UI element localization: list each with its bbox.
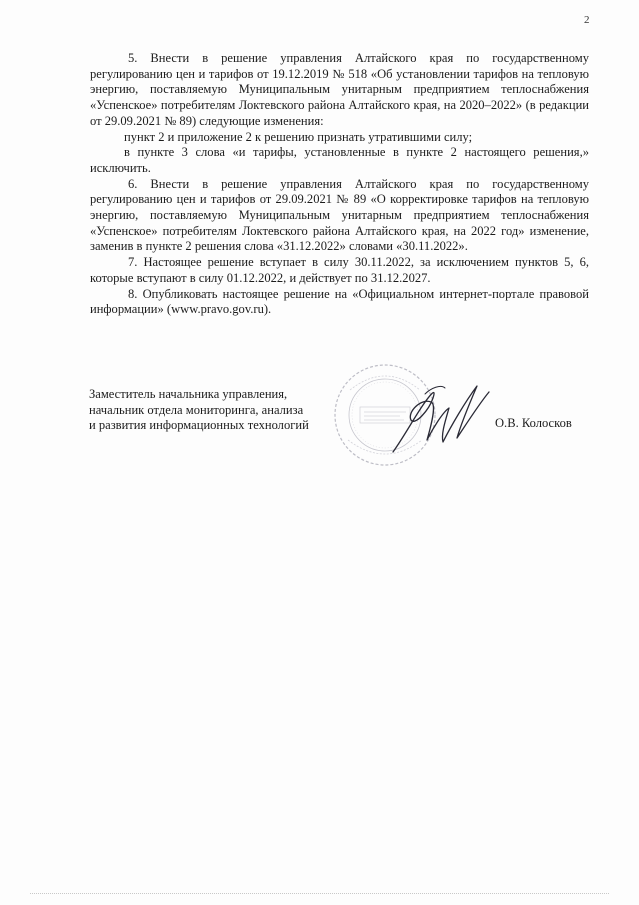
page-number: 2: [584, 14, 590, 26]
handwritten-signature-icon: [385, 368, 495, 458]
paragraph-item-5: 5. Внести в решение управления Алтайского края по государственному регулированию цен и тарифов от 19.12.2019 № 518 «Об установлении тарифов на тепловую энергию, поставляемую Муниципальным унитарным предприятием теплоснабжения «Успенское» потребителям Локтевского района Алтайского края, на 2020–2022» (в редакции от 29.09.2021 № 89) следующие изменения:: [90, 51, 589, 128]
signatory-position-line: начальник отдела мониторинга, анализа: [89, 402, 304, 417]
signatory-position: [89, 387, 309, 434]
paragraph-item-6: 6. Внести в решение управления Алтайского края по государственному регулированию цен и тарифов от 29.09.2021 № 89 «О корректировке тарифов на тепловую энергию, поставляемую Муниципальным унитарным предприятием теплоснабжения «Успенское» потребителям Локтевского района Алтайского края, на 2022 год» изменение, заменив в пункте 2 решения слова «31.12.2022» словами «30.11.2022».: [90, 176, 589, 254]
paragraph-subitem-2: в пункте 3 слова «и тарифы, установленные в пункте 2 настоящего решения,» исключить.: [90, 145, 589, 175]
signatory-name: О.В. Колосков: [495, 416, 572, 430]
paragraph-subitem-1: пункт 2 и приложение 2 к решению признать утратившими силу;: [124, 129, 473, 144]
signatory-position-line: Заместитель начальника управления,: [89, 387, 288, 401]
paragraph-item-7: 7. Настоящее решение вступает в силу 30.11.2022, за исключением пунктов 5, 6, которые вступают в силу 01.12.2022, и действует по 31.12.2027.: [90, 255, 589, 285]
scan-edge-divider: [30, 893, 609, 894]
document-body: [90, 51, 589, 318]
paragraph-item-8: 8. Опубликовать настоящее решение на «Официальном интернет-портале правовой информации» (www.pravo.gov.ru).: [90, 286, 589, 317]
signatory-position-line: и развития информационных технологий: [89, 418, 309, 433]
